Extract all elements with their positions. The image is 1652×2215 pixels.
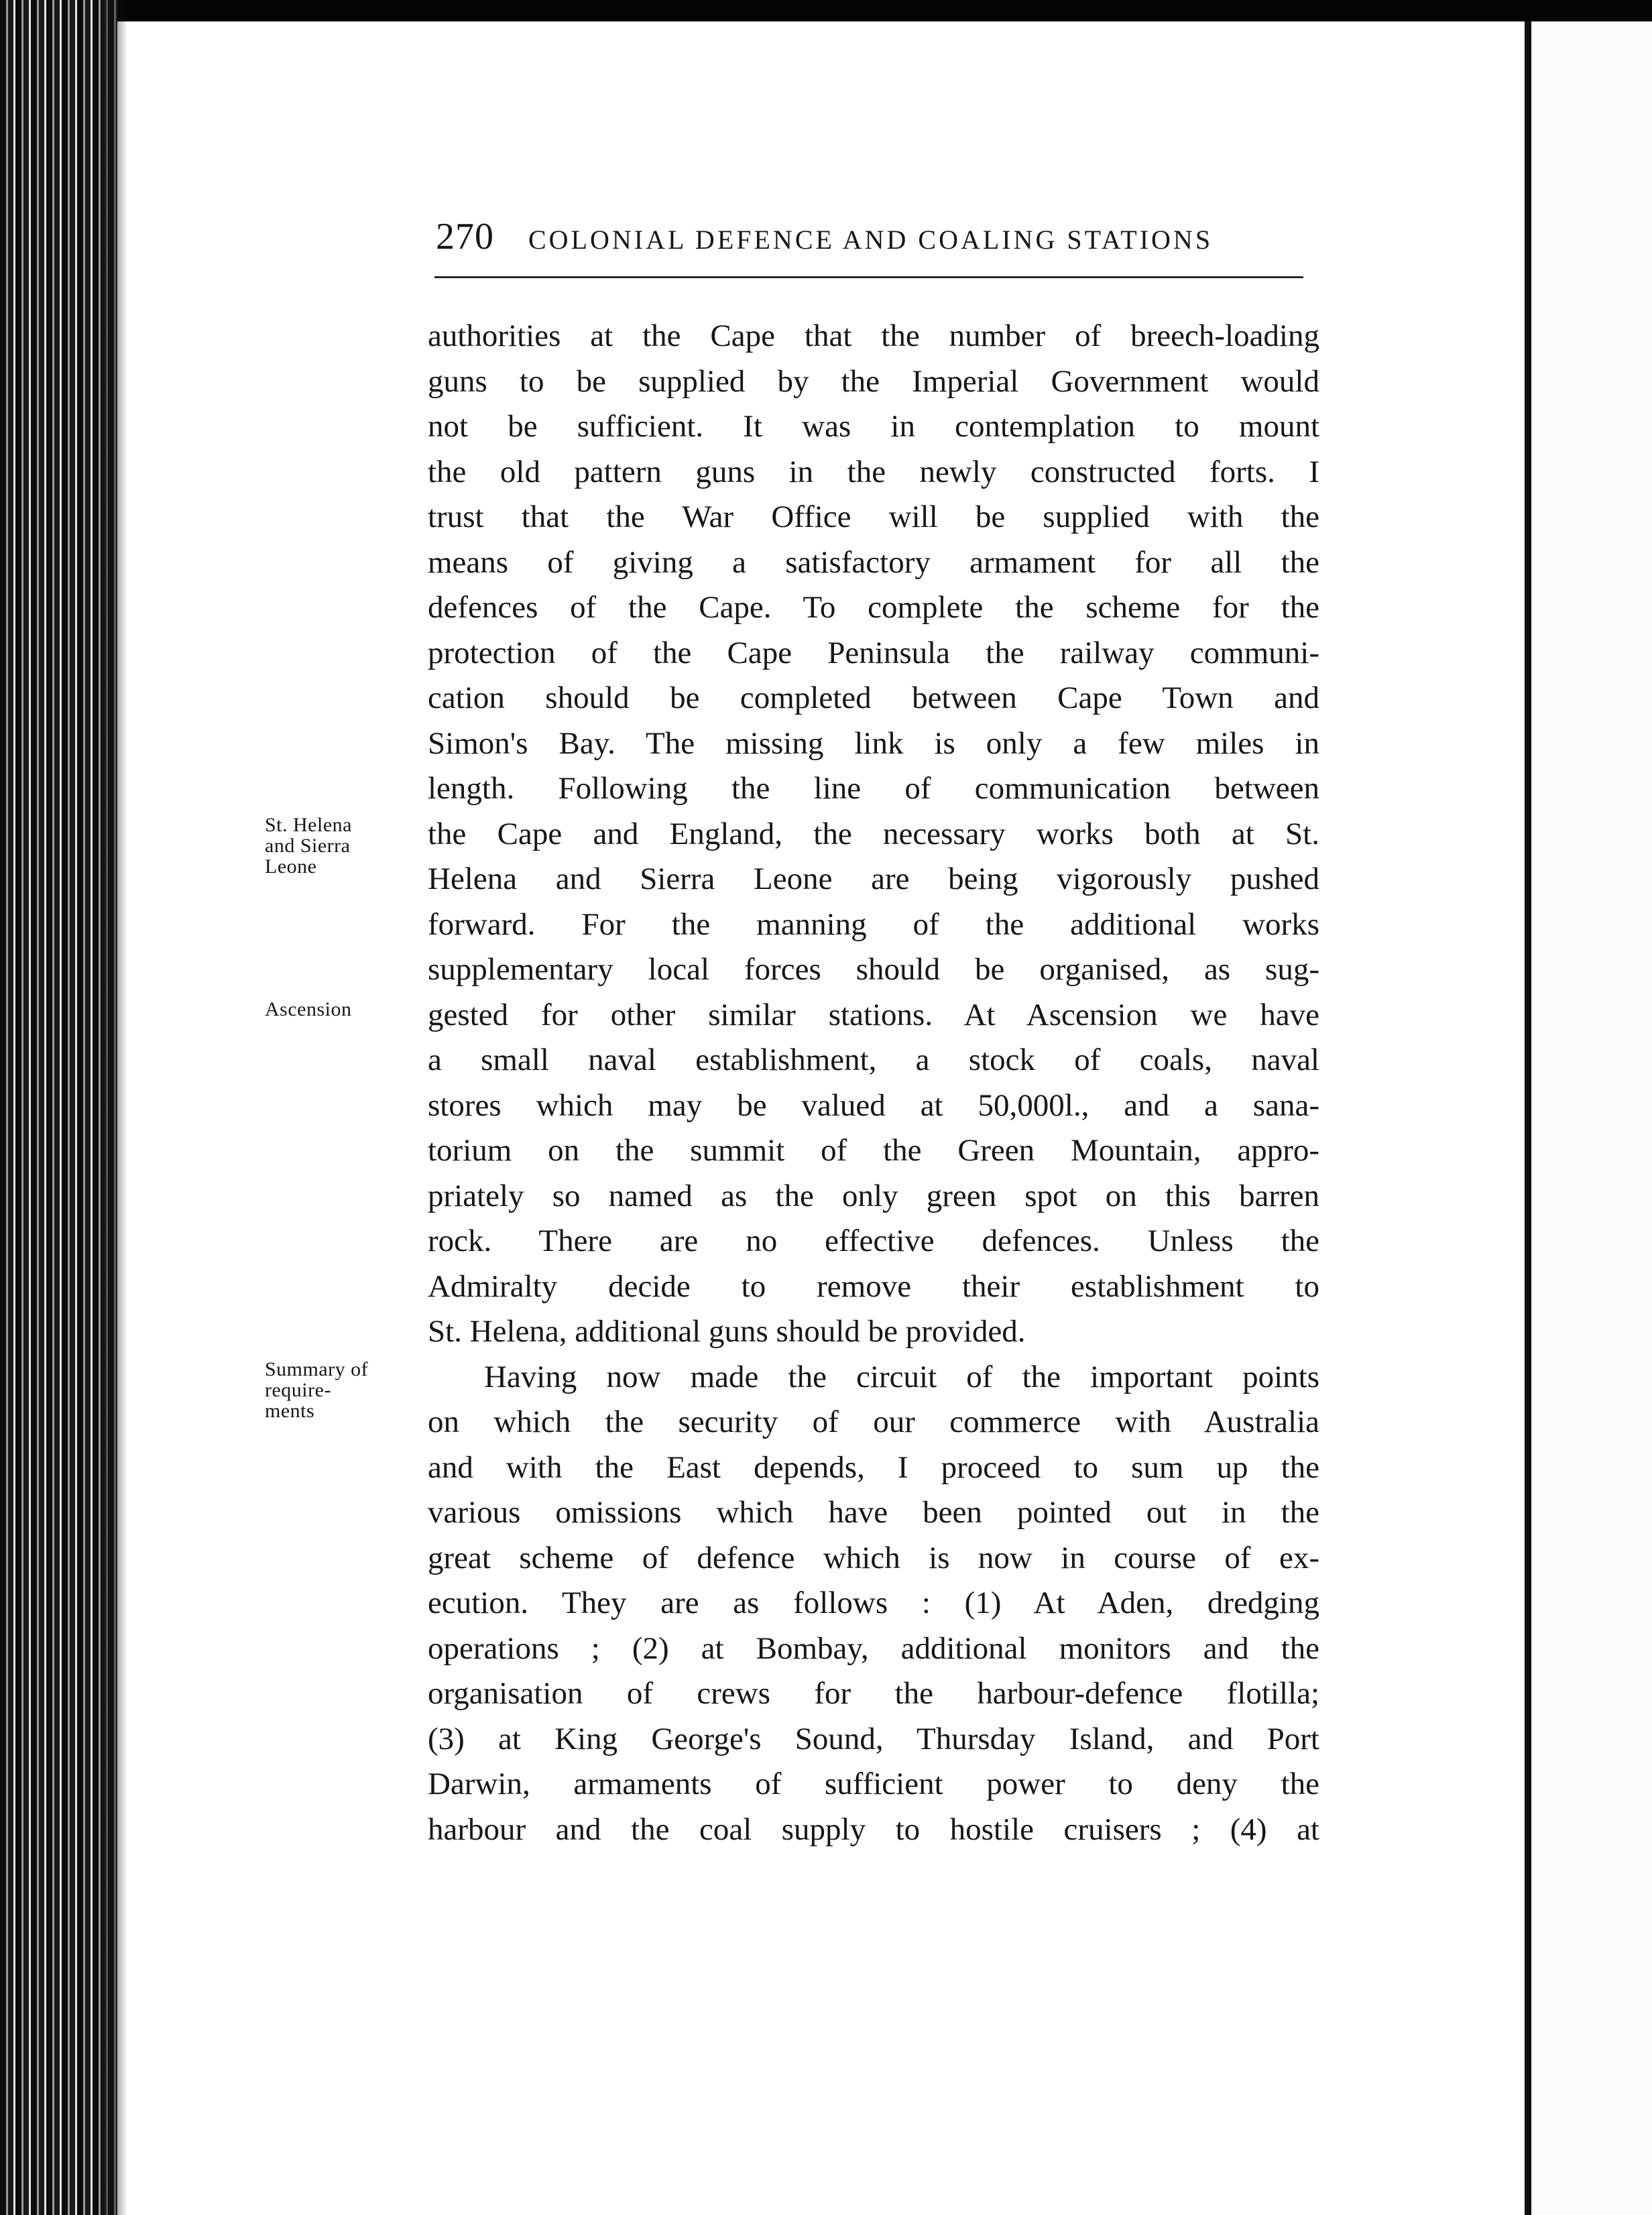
text-line: Having now made the circuit of the important points bbox=[484, 1359, 1319, 1394]
adjacent-page bbox=[1531, 21, 1652, 2215]
text-line: gested for other similar stations. At Ascension we have bbox=[428, 997, 1319, 1032]
text-line: various omissions which have been pointed out in the bbox=[428, 1495, 1319, 1530]
text-line: the Cape and England, the necessary works both at St. bbox=[428, 816, 1319, 851]
text-line: and with the East depends, I proceed to sum up the bbox=[428, 1449, 1319, 1485]
text-line: on which the security of our commerce with Australia bbox=[428, 1404, 1319, 1439]
sidenote-line: Summary of bbox=[265, 1358, 369, 1380]
adjacent-page-edge bbox=[1525, 21, 1531, 2215]
text-line: (3) at King George's Sound, Thursday Island, and Port bbox=[428, 1721, 1319, 1756]
body-text bbox=[428, 314, 1319, 1852]
text-line: supplementary local forces should be organised, as sug- bbox=[428, 952, 1319, 987]
text-line: cation should be completed between Cape Town and bbox=[428, 680, 1319, 715]
text-line: guns to be supplied by the Imperial Government would bbox=[428, 363, 1319, 399]
text-line: means of giving a satisfactory armament for all the bbox=[428, 544, 1319, 580]
text-line: torium on the summit of the Green Mountain, appro- bbox=[428, 1133, 1319, 1168]
scan-top-border bbox=[0, 0, 1652, 21]
page-number: 270 bbox=[436, 216, 494, 257]
running-title: COLONIAL DEFENCE AND COALING STATIONS bbox=[528, 225, 1214, 255]
text-line: length. Following the line of communication between bbox=[428, 771, 1319, 806]
sidenote-line: Leone bbox=[265, 855, 317, 878]
sidenote-summary bbox=[265, 1359, 406, 1421]
text-line: stores which may be valued at 50,000l., and a sana- bbox=[428, 1087, 1319, 1123]
header-rule bbox=[434, 276, 1303, 278]
text-line: authorities at the Cape that the number of breech-loading bbox=[428, 318, 1319, 353]
sidenote-line: St. Helena bbox=[265, 814, 352, 836]
book-binding-edge bbox=[0, 0, 117, 2215]
text-line: organisation of crews for the harbour-defence flotilla; bbox=[428, 1676, 1319, 1711]
text-line: trust that the War Office will be supplied with the bbox=[428, 499, 1319, 534]
sidenote-st-helena bbox=[265, 815, 406, 877]
text-line: protection of the Cape Peninsula the railway communi- bbox=[428, 635, 1319, 670]
gutter-shadow bbox=[101, 0, 127, 2215]
text-line: Darwin, armaments of sufficient power to deny the bbox=[428, 1767, 1319, 1801]
sidenote-line: Ascension bbox=[265, 998, 352, 1020]
text-line: Admiralty decide to remove their establishment to bbox=[428, 1268, 1319, 1304]
text-line: priately so named as the only green spot on this barren bbox=[428, 1178, 1319, 1213]
sidenote-ascension bbox=[265, 999, 406, 1020]
text-line: a small naval establishment, a stock of coals, naval bbox=[428, 1042, 1319, 1077]
text-line: St. Helena, additional guns should be provided. bbox=[428, 1314, 1026, 1349]
text-line: harbour and the coal supply to hostile cruisers ; (4) at bbox=[428, 1811, 1319, 1847]
text-line: forward. For the manning of the additional works bbox=[428, 906, 1319, 942]
text-line: defences of the Cape. To complete the scheme for the bbox=[428, 590, 1319, 625]
sidenote-line: require- bbox=[265, 1379, 331, 1401]
text-line: operations ; (2) at Bombay, additional monitors and the bbox=[428, 1630, 1319, 1666]
text-line: Helena and Sierra Leone are being vigorously pushed bbox=[428, 861, 1319, 896]
text-line: not be sufficient. It was in contemplation to mount bbox=[428, 409, 1319, 444]
text-line: the old pattern guns in the newly constructed forts. I bbox=[428, 454, 1319, 489]
running-header bbox=[436, 213, 1307, 260]
text-line: rock. There are no effective defences. Unless the bbox=[428, 1223, 1319, 1258]
sidenote-line: ments bbox=[265, 1400, 315, 1422]
sidenote-line: and Sierra bbox=[265, 835, 351, 857]
text-line: Simon's Bay. The missing link is only a few miles in bbox=[428, 725, 1319, 761]
text-line: great scheme of defence which is now in course of ex- bbox=[428, 1540, 1319, 1575]
text-line: ecution. They are as follows : (1) At Aden, dredging bbox=[428, 1585, 1319, 1620]
